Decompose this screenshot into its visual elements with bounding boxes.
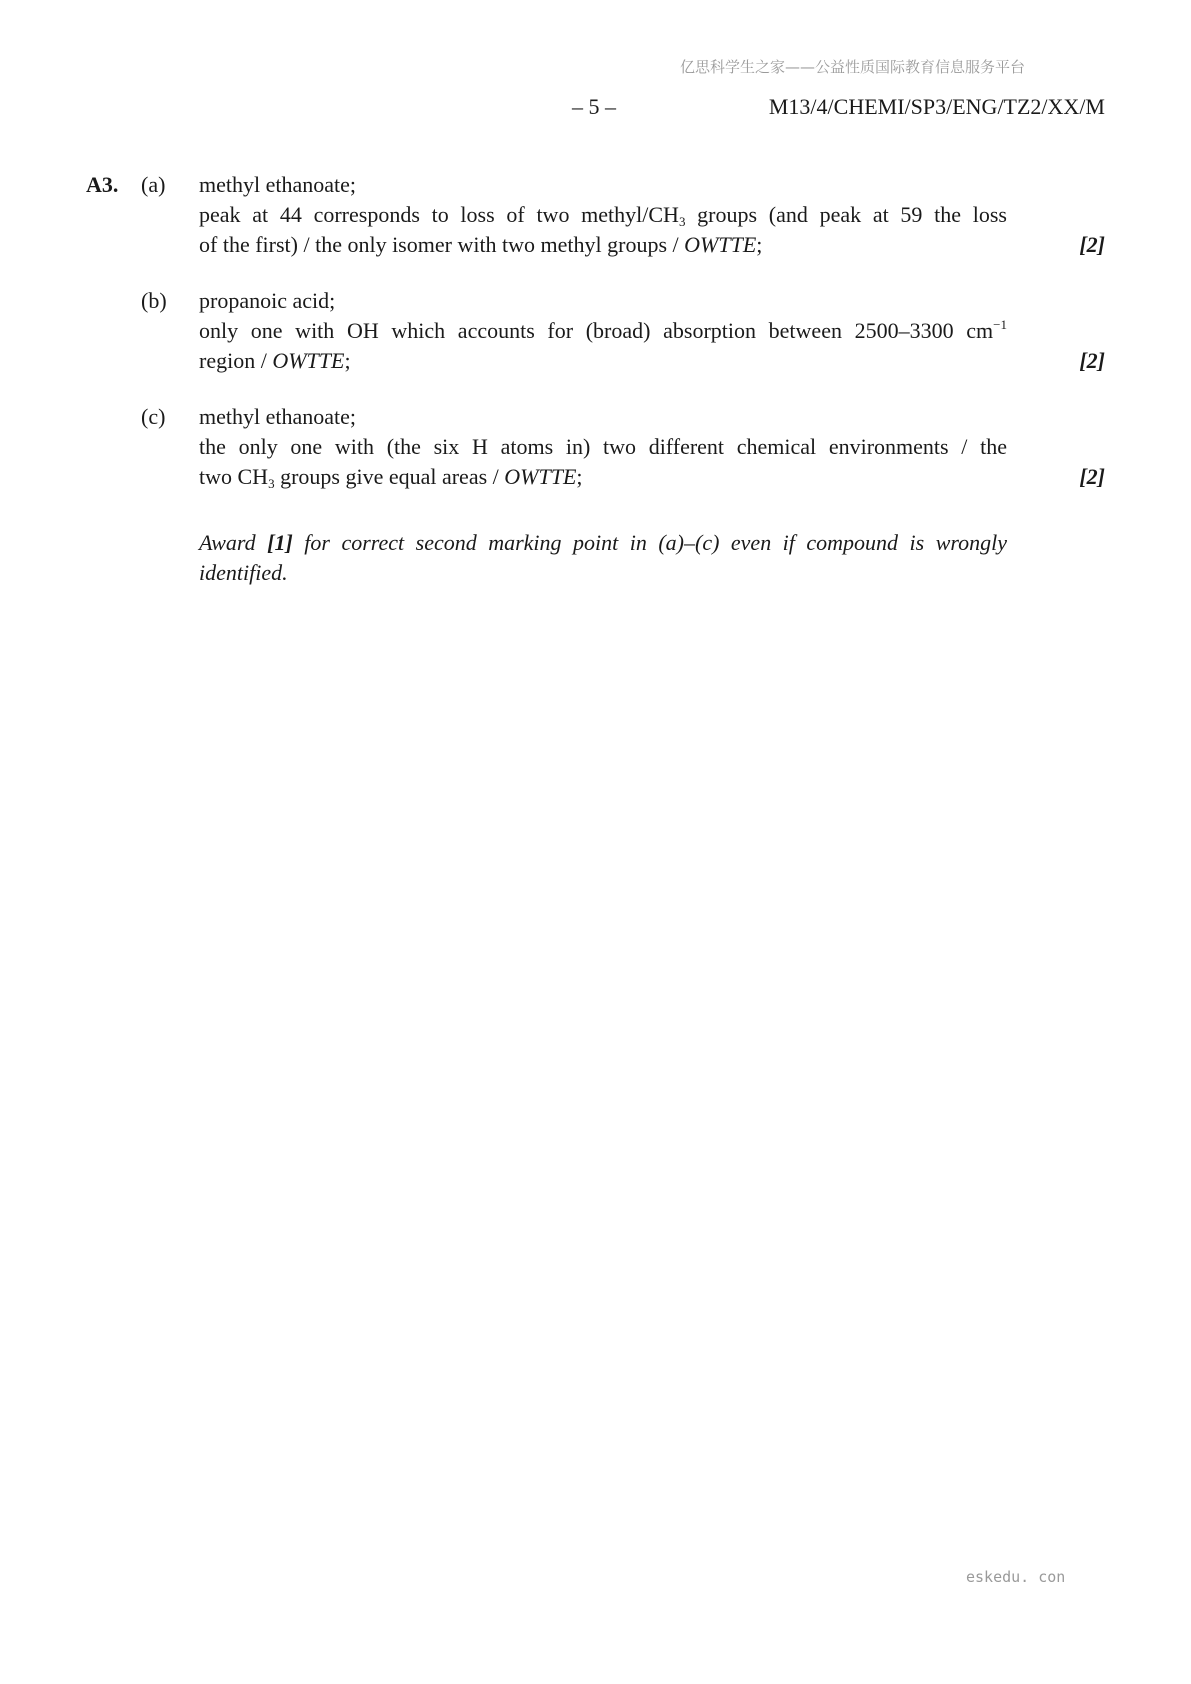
part-b-answer: propanoic acid; [199, 288, 336, 313]
part-b-label: (b) [141, 288, 167, 313]
part-a-marks: [2] [1079, 232, 1105, 257]
part-c [86, 402, 1105, 492]
part-b-marks: [2] [1079, 348, 1105, 373]
part-c-line2: two $CH_3$ groups give equal areas / OWTTE; [2] [199, 464, 1105, 491]
part-c-line1: the only one with (the six H atoms in) two different chemical environments / the [199, 434, 1007, 459]
marking-note [199, 528, 1007, 588]
part-a-label: (a) [141, 172, 166, 197]
part-a [86, 170, 1105, 260]
part-b-line1: only one with OH which accounts for (broad) absorption between 2500–3300 $cm^{-1}$ [199, 317, 1007, 343]
part-c-label: (c) [141, 404, 166, 429]
paper-code: M13/4/CHEMI/SP3/ENG/TZ2/XX/M [768, 94, 1105, 119]
part-c-marks: [2] [1079, 464, 1105, 489]
marking-note-line2: identified. [199, 560, 288, 585]
part-a-line2: of the first) / the only isomer with two methyl groups / OWTTE; [2] [199, 230, 1007, 260]
page-number: – 5 – [572, 94, 616, 119]
part-b [86, 286, 1105, 376]
part-b-line2: region / OWTTE; [2] [199, 346, 1007, 376]
question-a3 [86, 170, 1105, 588]
footer-watermark: eskedu. con [966, 1568, 1066, 1586]
part-a-answer: methyl ethanoate; [199, 172, 356, 197]
marking-note-line1: Award [1] for correct second marking point in (a)–(c) even if compound is wrongly [199, 530, 1007, 555]
question-number: A3. [86, 172, 119, 197]
part-c-answer: methyl ethanoate; [199, 404, 356, 429]
header-watermark: 亿思科学生之家——公益性质国际教育信息服务平台 [680, 58, 1026, 76]
part-a-line1: peak at 44 corresponds to loss of two methyl/$CH_3$ groups (and peak at 59 the loss [199, 202, 1007, 229]
